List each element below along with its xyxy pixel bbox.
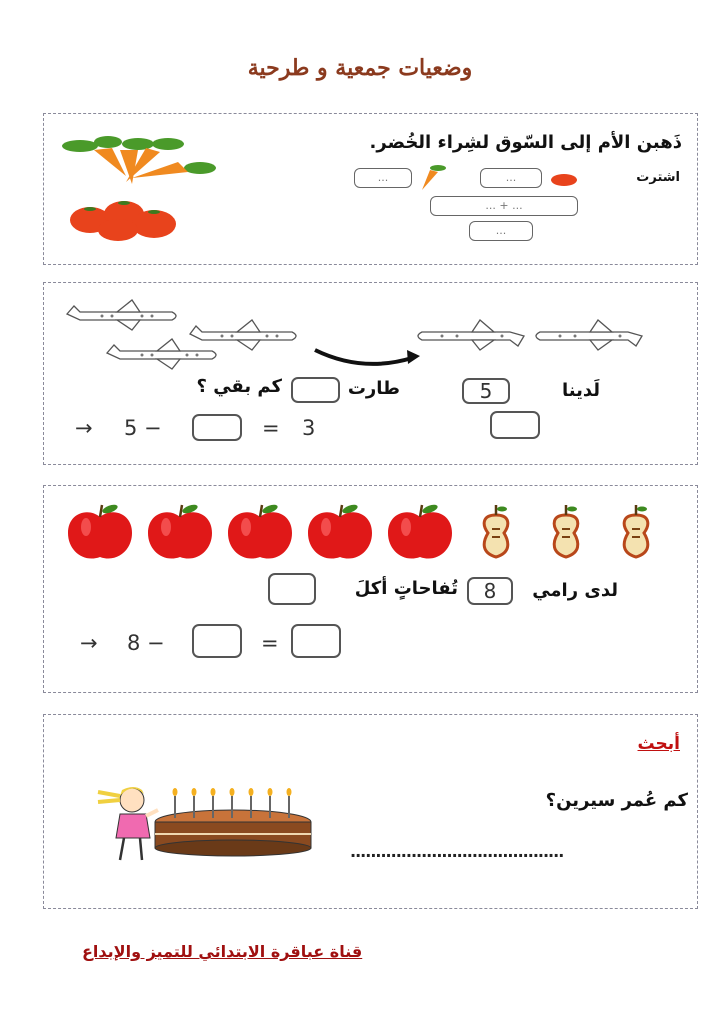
bought-label: اشترت bbox=[636, 170, 680, 185]
problem-sentence: ذَهبن الأم إلى السّوق لشِراء الخُضر. bbox=[369, 132, 682, 153]
equation-arrow: → bbox=[75, 416, 93, 440]
channel-footer: قناة عباقرة الابتدائي للتميز والإبداع bbox=[82, 942, 363, 961]
rami-value-box[interactable]: 8 bbox=[467, 577, 513, 605]
have-value-box[interactable]: 5 bbox=[462, 378, 510, 404]
remaining-answer-box[interactable] bbox=[490, 411, 540, 439]
age-question: كم عُمر سيرين؟ bbox=[545, 790, 688, 811]
remaining-question: كم بقي ؟ bbox=[196, 376, 282, 397]
eaten-count-box[interactable] bbox=[268, 573, 316, 605]
answer-line[interactable]: .......................................... bbox=[350, 842, 564, 861]
equation-left: 5 − bbox=[124, 416, 162, 440]
tomatoes-image bbox=[68, 198, 183, 243]
research-heading: أبحث bbox=[637, 734, 680, 754]
equation-left: 8 − bbox=[127, 631, 165, 655]
result-box[interactable]: ... bbox=[469, 221, 533, 241]
have-label: لَدينا bbox=[561, 380, 600, 401]
equation-right: 3 bbox=[302, 416, 316, 440]
carrot-icon bbox=[418, 162, 448, 192]
subtrahend-box[interactable] bbox=[192, 414, 242, 441]
carrots-image bbox=[60, 132, 225, 192]
equation-equals: = bbox=[262, 416, 280, 440]
equation-arrow: → bbox=[80, 631, 98, 655]
tomato-count-box[interactable]: ... bbox=[480, 168, 542, 188]
girl-blowing-candles-image bbox=[90, 782, 325, 867]
rami-label: لدى رامي bbox=[532, 580, 618, 601]
airplanes-image bbox=[62, 298, 682, 368]
carrot-count-box[interactable]: ... bbox=[354, 168, 412, 188]
sum-box[interactable]: ... + ... bbox=[430, 196, 578, 216]
page-title: وضعيات جمعية و طرحية bbox=[247, 55, 473, 81]
result-box[interactable] bbox=[291, 624, 341, 658]
flew-label: طارت bbox=[347, 378, 400, 399]
apples-ate-label: تُفاحاتٍ أكلَ bbox=[354, 578, 458, 599]
apples-image bbox=[66, 503, 676, 563]
subtrahend-box[interactable] bbox=[192, 624, 242, 658]
tomato-icon bbox=[550, 173, 578, 187]
flew-value-box[interactable] bbox=[291, 377, 340, 403]
equation-equals: = bbox=[261, 631, 279, 655]
